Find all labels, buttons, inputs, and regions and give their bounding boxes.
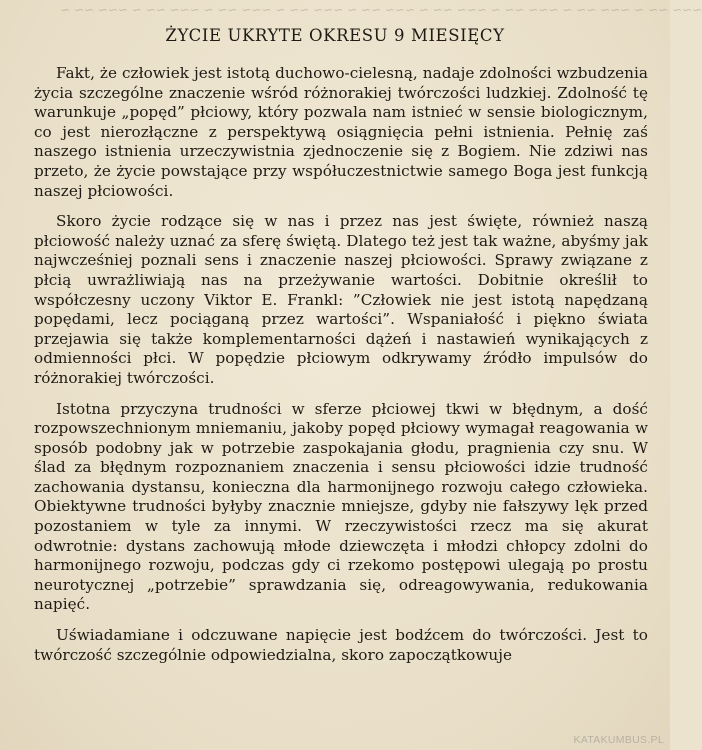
paragraph-1: Fakt, że człowiek jest istotą duchowo-cielesną, nadaje zdolności wzbudzenia życia szczególne znaczenie wśród różnorakiej twórczości ludzkiej. Zdolność tę warunkuje „popęd” płciowy, który pozwala nam istnieć w sensie biologicznym, co jest nierozłączne z perspektywą osiągnięcia pełni istnienia. Pełnię zaś naszego istnienia urzeczywistnia zjednoczenie się z Bogiem. Nie zdziwi nas przeto, że życie powstające przy współuczestnictwie samego Boga jest funkcją naszej płciowości. [34, 64, 648, 200]
chapter-title: ŻYCIE UKRYTE OKRESU 9 MIESIĘCY [165, 26, 505, 45]
watermark: KATAKUMBUS.PL [573, 734, 664, 746]
paragraph-4: Uświadamiane i odczuwane napięcie jest bodźcem do twórczości. Jest to twórczość szczególnie odpowiedzialna, skoro zapoczątkowuje [34, 626, 648, 664]
body-text [34, 64, 648, 676]
paragraph-2: Skoro życie rodzące się w nas i przez nas jest święte, również naszą płciowość należy uznać za sferę świętą. Dlatego też jest tak ważne, abyśmy jak najwcześniej poznali sens i znaczenie naszej płciowości. Sprawy związane z płcią uwrażliwiają nas na przeżywanie wartości. Dobitnie określił to współczesny uczony Viktor E. Frankl: ”Człowiek nie jest istotą napędzaną popędami, lecz pociąganą przez wartości”. Wspaniałość i piękno świata przejawia się także komplementarności dążeń i nastawień wynikających z odmienności płci. W popędzie płciowym odkrywamy źródło impulsów do różnorakiej twórczości. [34, 212, 648, 387]
bleed-through-texture: ~ ~~ ~~~ ~ ~~ ~~~ ~ ~~ ~~~ ~ ~~ ~~~ ~ ~~ ~~~ ~ ~~ ~~~ ~ ~~ ~~~ ~ ~~ ~~~ ~ ~~ ~~~ [60, 3, 702, 17]
paragraph-3: Istotna przyczyna trudności w sferze płciowej tkwi w błędnym, a dość rozpowszechnionym mniemaniu, jakoby popęd płciowy wymagał reagowania w sposób podobny jak w potrzebie zaspokajania głodu, pragnienia czy snu. W ślad za błędnym rozpoznaniem znaczenia i sensu płciowości idzie trudność zachowania dystansu, konieczna dla harmonijnego rozwoju całego człowieka. Obiektywne trudności byłyby znacznie mniejsze, gdyby nie fałszywy lęk przed pozostaniem w tyle za innymi. W rzeczywistości rzecz ma się akurat odwrotnie: dystans zachowują młode dziewczęta i młodzi chłopcy zdolni do harmonijnego rozwoju, podczas gdy ci rzekomo postępowi ulegają po prostu neurotycznej „potrzebie” sprawdzania się, odreagowywania, redukowania napięć. [34, 399, 648, 614]
